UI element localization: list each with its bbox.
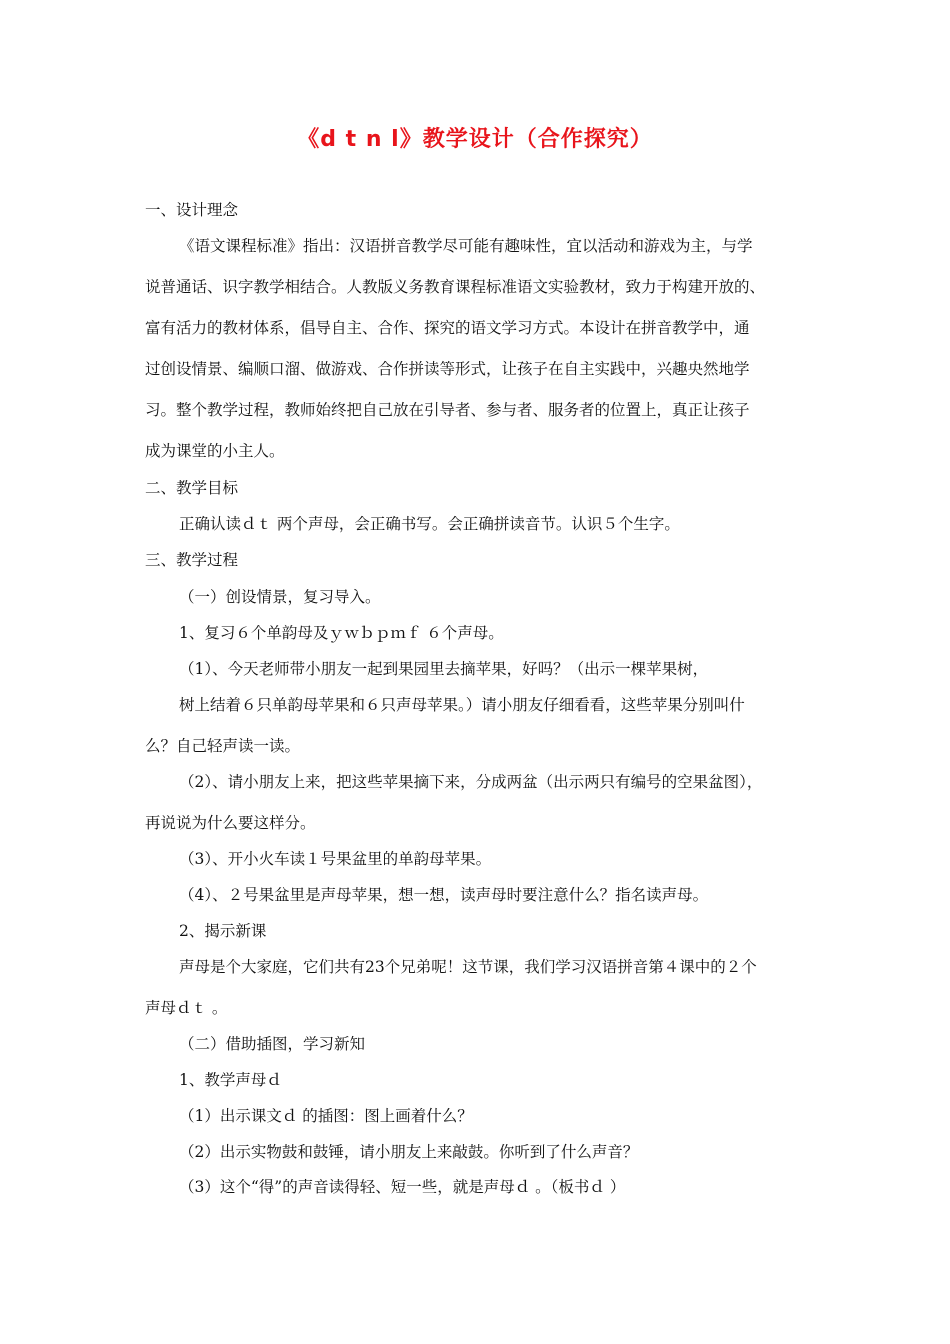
paragraph-line: 富有活力的教材体系，倡导自主、合作、探究的语文学习方式。本设计在拼音教学中，通 bbox=[145, 319, 750, 337]
paragraph-line: 成为课堂的小主人。 bbox=[145, 442, 285, 460]
paragraph-line: 习。整个教学过程，教师始终把自己放在引导者、参与者、服务者的位置上，真正让孩子 bbox=[145, 401, 750, 419]
paragraph-line: 《语文课程标准》指出：汉语拼音教学尽可能有趣味性，宜以活动和游戏为主，与学 bbox=[179, 237, 753, 255]
section-heading-1: 一、设计理念 bbox=[145, 201, 239, 219]
subheading: （二）借助插图，学习新知 bbox=[179, 1035, 366, 1053]
paragraph-line: 过创设情景、编顺口溜、做游戏、合作拼读等形式，让孩子在自主实践中，兴趣央然地学 bbox=[145, 360, 750, 378]
list-item: 1、复习６个单韵母及ｙｗｂｐｍｆ ６个声母。 bbox=[179, 624, 504, 642]
list-item: （2）出示实物鼓和鼓锤，请小朋友上来敲鼓。你听到了什么声音？ bbox=[179, 1143, 639, 1161]
document-title: 《d t n l》教学设计（合作探究） bbox=[297, 127, 653, 152]
paragraph-line: 么？自己轻声读一读。 bbox=[145, 737, 301, 755]
list-item: （3）这个“得”的声音读得轻、短一些，就是声母ｄ 。（板书ｄ ） bbox=[179, 1178, 626, 1196]
paragraph-line: 树上结着６只单韵母苹果和６只声母苹果。）请小朋友仔细看看，这些苹果分别叫什 bbox=[179, 696, 745, 714]
section-heading-2: 二、教学目标 bbox=[145, 479, 239, 497]
paragraph-line: 声母ｄｔ 。 bbox=[145, 999, 228, 1017]
section-heading-3: 三、教学过程 bbox=[145, 551, 239, 569]
list-item: （2）、请小朋友上来，把这些苹果摘下来，分成两盆（出示两只有编号的空果盆图）， bbox=[179, 773, 763, 791]
paragraph-line: 说普通话、识字教学相结合。人教版义务教育课程标准语文实验教材，致力于构建开放的、 bbox=[145, 278, 766, 296]
paragraph-line: 正确认读ｄｔ 两个声母，会正确书写。会正确拼读音节。认识５个生字。 bbox=[179, 515, 680, 533]
subheading: 1、教学声母ｄ bbox=[179, 1071, 282, 1089]
paragraph-line: 再说说为什么要这样分。 bbox=[145, 814, 316, 832]
subheading: 2、揭示新课 bbox=[179, 922, 267, 940]
subheading: （一）创设情景，复习导入。 bbox=[179, 588, 381, 606]
list-item: （4）、２号果盆里是声母苹果，想一想，读声母时要注意什么？指名读声母。 bbox=[179, 886, 709, 904]
list-item: （3）、开小火车读１号果盆里的单韵母苹果。 bbox=[179, 850, 492, 868]
paragraph-line: 声母是个大家庭，它们共有23个兄弟呢！这节课，我们学习汉语拼音第４课中的２个 bbox=[179, 958, 757, 976]
list-item: （1）、今天老师带小朋友一起到果园里去摘苹果，好吗？（出示一棵苹果树， bbox=[179, 660, 709, 678]
list-item: （1）出示课文ｄ 的插图：图上画着什么？ bbox=[179, 1107, 473, 1125]
